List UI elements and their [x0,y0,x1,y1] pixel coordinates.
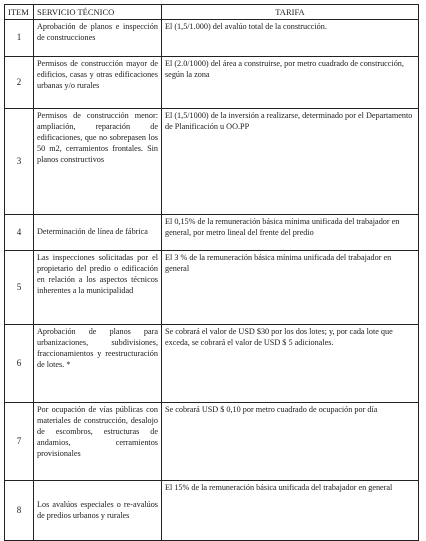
header-row [5,5,419,20]
tarifa-cell: El (1,5/1000) de la inversión a realizarse, determinado por el Departamento de Planificación u OO.PP [162,109,419,215]
servicio-cell: Determinación de línea de fábrica [34,215,162,251]
item-number: 6 [5,325,34,403]
item-number: 8 [5,481,34,541]
tarifa-cell: El 0,15% de la remuneración básica mínima unificada del trabajador en general, por metro lineal del frente del predio [162,215,419,251]
servicio-cell: Aprobación de planos e inspección de construcciones [34,20,162,57]
header-servicio-tecnico: SERVICIO TÉCNICO [34,5,162,20]
table-row [5,57,419,109]
tarifa-cell: El (1,5/1.000) del avalúo total de la construcción. [162,20,419,57]
servicio-cell: Por ocupación de vías públicas con materiales de construcción, desalojo de escombros, estructuras de andamios, cerramientos provisionales [34,403,162,481]
item-number: 3 [5,109,34,215]
item-number: 5 [5,251,34,325]
item-number: 4 [5,215,34,251]
tarifa-cell: El 3 % de la remuneración básica mínima unificada del trabajador en general [162,251,419,325]
tariff-table [4,4,419,541]
servicio-cell: Las inspecciones solicitadas por el propietario del predio o edificación en relación a los aspectos técnicos inherentes a la municipalidad [34,251,162,325]
table-row [5,109,419,215]
table-row [5,251,419,325]
servicio-cell: Los avalúos especiales o re-avalúos de predios urbanos y rurales [34,481,162,541]
header-tarifa: TARIFA [162,5,419,20]
table-row [5,403,419,481]
tariff-document [4,4,418,541]
tarifa-cell: El (2.0/1000) del área a construirse, por metro cuadrado de construcción, según la zona [162,57,419,109]
item-number: 2 [5,57,34,109]
table-row [5,20,419,57]
tarifa-cell: Se cobrará el valor de USD $30 por los dos lotes; y, por cada lote que exceda, se cobrará el valor de USD $ 5 adicionales. [162,325,419,403]
servicio-cell: Permisos de construcción menor: ampliación, reparación de edificaciones, que no sobrepasen los 50 m2, cerramientos frontales. Sin planos constructivos [34,109,162,215]
tarifa-cell: Se cobrará USD $ 0,10 por metro cuadrado de ocupación por día [162,403,419,481]
servicio-cell: Aprobación de planos para urbanizaciones, subdivisiones, fraccionamientos y reestructuración de lotes. * [34,325,162,403]
table-row [5,325,419,403]
servicio-cell: Permisos de construcción mayor de edificios, casas y otras edificaciones urbanas y/o rurales [34,57,162,109]
tarifa-cell: El 15% de la remuneración básica unificada del trabajador en general [162,481,419,541]
table-row [5,215,419,251]
header-item: ITEM [5,5,34,20]
table-row [5,481,419,541]
item-number: 7 [5,403,34,481]
item-number: 1 [5,20,34,57]
